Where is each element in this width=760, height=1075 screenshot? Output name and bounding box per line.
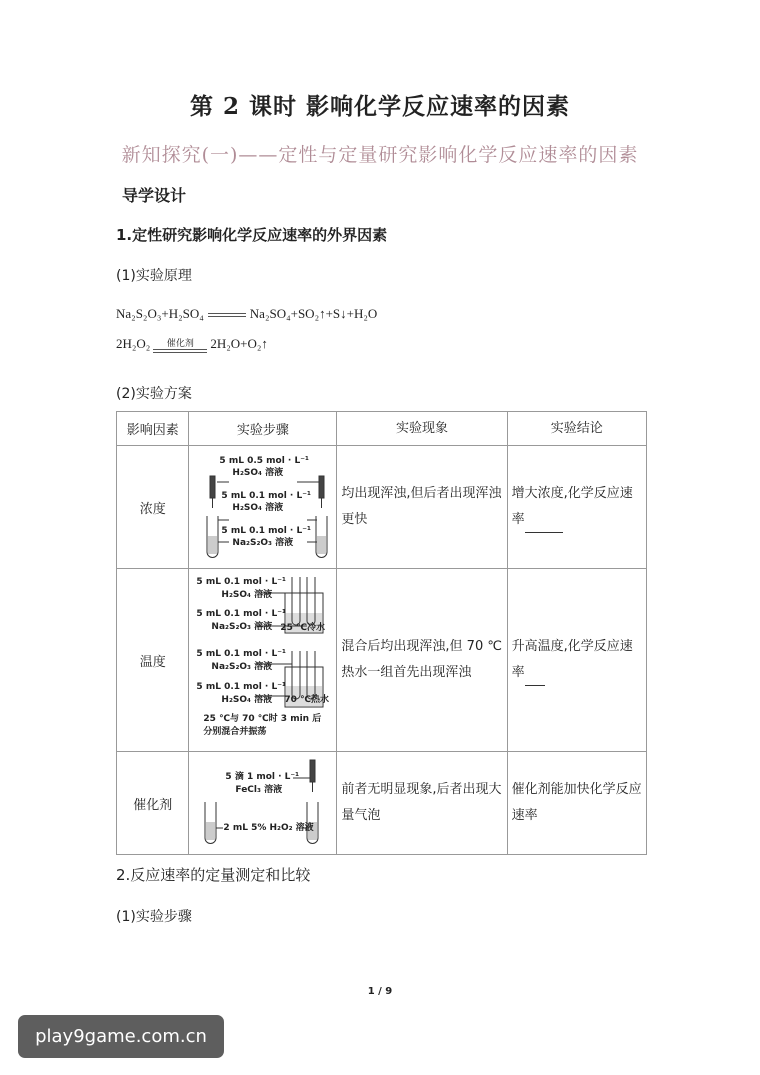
label: 5 mL 0.1 mol · L⁻¹: [196, 577, 286, 587]
header-conclusion: 实验结论: [507, 412, 646, 446]
equation-2: [116, 336, 268, 353]
catalyst-diagram: [189, 752, 336, 854]
label: Na₂S₂O₃ 溶液: [211, 622, 273, 632]
header-factor: 影响因素: [117, 412, 189, 446]
phenomenon-cell: 混合后均出现浑浊,但 70 ℃热水一组首先出现浑浊: [337, 569, 507, 752]
label: 5 mL 0.1 mol · L⁻¹: [221, 526, 311, 536]
label: 5 滴 1 mol · L⁻¹: [225, 772, 300, 782]
equation-1: [116, 306, 377, 322]
label: 2 mL 5% H₂O₂ 溶液: [223, 823, 314, 833]
concentration-diagram: [189, 446, 336, 568]
eq2-left: 2H₂O₂: [116, 336, 151, 351]
table-header-row: [117, 412, 647, 446]
watermark: play9game.com.cn: [18, 1015, 224, 1058]
eq2-right: 2H₂O+O₂↑: [210, 336, 268, 351]
eq1-right: Na₂SO₄+SO₂↑+S↓+H₂O: [249, 306, 378, 321]
conclusion-cell: 催化剂能加快化学反应速率: [507, 752, 646, 855]
header-steps: 实验步骤: [189, 412, 337, 446]
page-title: 第 2 课时 影响化学反应速率的因素: [189, 93, 571, 120]
table-row: [117, 752, 647, 855]
label: FeCl₃ 溶液: [235, 785, 283, 795]
section1-heading: 1.定性研究影响化学反应速率的外界因素: [116, 226, 388, 244]
answer-blank[interactable]: [525, 685, 545, 686]
factor-cell: 催化剂: [117, 752, 189, 855]
label: 5 mL 0.1 mol · L⁻¹: [196, 682, 286, 692]
catalyst-tube-graphic: [189, 752, 336, 854]
label: 5 mL 0.1 mol · L⁻¹: [221, 491, 311, 501]
label: H₂SO₄ 溶液: [232, 503, 284, 513]
steps-cell: [189, 446, 337, 569]
sub1-heading: (1)实验原理: [116, 268, 192, 284]
eq1-left: Na₂S₂O₃+H₂SO₄: [116, 306, 204, 321]
label: H₂SO₄ 溶液: [221, 695, 273, 705]
label: H₂SO₄ 溶液: [221, 590, 273, 600]
page-subtitle: 新知探究(一)——定性与定量研究影响化学反应速率的因素: [121, 144, 639, 166]
label: 5 mL 0.1 mol · L⁻¹: [196, 649, 286, 659]
table-row: [117, 569, 647, 752]
label: 25 ℃与 70 ℃时 3 min 后: [203, 714, 322, 724]
catalyst-arrow: 催化剂: [153, 338, 207, 353]
temperature-diagram: [189, 569, 336, 751]
answer-blank[interactable]: [525, 532, 563, 533]
phenomenon-cell: 均出现浑浊,但后者出现浑浊更快: [337, 446, 507, 569]
sub3-heading: (1)实验步骤: [116, 909, 192, 925]
steps-cell: [189, 752, 337, 855]
conclusion-cell: 升高温度,化学反应速率: [507, 569, 646, 752]
phenomenon-cell: 前者无明显现象,后者出现大量气泡: [337, 752, 507, 855]
header-phenomenon: 实验现象: [337, 412, 507, 446]
factor-cell: 温度: [117, 569, 189, 752]
table-row: [117, 446, 647, 569]
label: 5 mL 0.5 mol · L⁻¹: [219, 456, 309, 466]
sub2-heading: (2)实验方案: [116, 386, 192, 402]
conclusion-cell: 增大浓度,化学反应速率: [507, 446, 646, 569]
label: H₂SO₄ 溶液: [232, 468, 284, 478]
steps-cell: [189, 569, 337, 752]
label: 分别混合并振荡: [203, 727, 267, 737]
equals-sign: [208, 313, 246, 317]
label: 5 mL 0.1 mol · L⁻¹: [196, 609, 286, 619]
label: Na₂S₂O₃ 溶液: [211, 662, 273, 672]
experiment-table: [116, 411, 647, 855]
label: 70 ℃热水: [284, 695, 329, 705]
factor-cell: 浓度: [117, 446, 189, 569]
label: 25 ℃冷水: [280, 623, 325, 633]
section2-heading: 2.反应速率的定量测定和比较: [116, 866, 311, 884]
page-number: 1 / 9: [367, 986, 393, 997]
guide-heading: 导学设计: [122, 186, 187, 205]
label: Na₂S₂O₃ 溶液: [232, 538, 294, 548]
